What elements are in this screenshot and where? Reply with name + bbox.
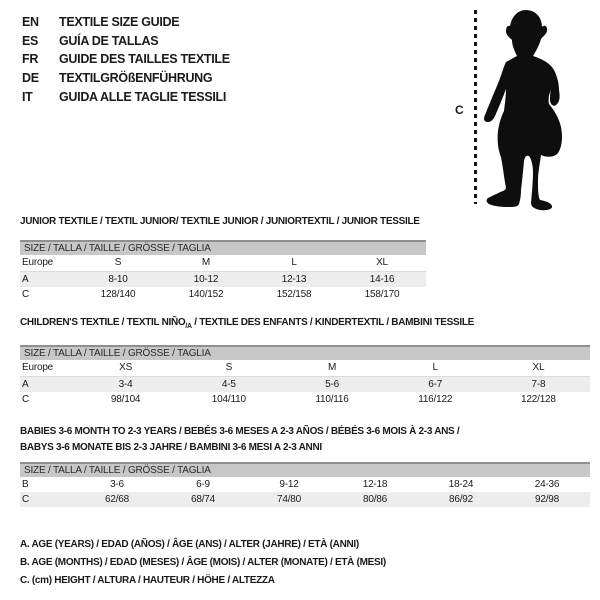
height-cell: 62/68 xyxy=(104,494,130,505)
language-row xyxy=(22,87,230,106)
age-cell: 4-5 xyxy=(221,379,236,390)
age-cell: 3-4 xyxy=(118,379,133,390)
age-cell: 9-12 xyxy=(279,479,299,490)
language-title: GUIDE DES TAILLES TEXTILE xyxy=(59,52,230,67)
table-row xyxy=(20,377,590,392)
children-table-title xyxy=(20,317,474,333)
age-cell: 10-12 xyxy=(193,274,219,285)
height-cell: 128/140 xyxy=(100,289,136,300)
language-row xyxy=(22,69,230,88)
language-code: DE xyxy=(22,71,39,86)
row-label: C xyxy=(22,289,30,300)
babies-title-line1: BABIES 3-6 MONTH TO 2-3 YEARS / BEBÉS 3-6 MESES A 2-3 AÑOS / BÉBÉS 3-6 MOIS À 2-3 ANS / xyxy=(20,426,460,437)
junior-table xyxy=(20,240,426,302)
height-cell: 92/98 xyxy=(534,494,560,505)
babies-table xyxy=(20,462,590,507)
size-header-bar: SIZE / TALLA / TAILLE / GRÖSSE / TAGLIA xyxy=(20,240,426,255)
language-code: FR xyxy=(22,52,39,67)
age-cell: 14-16 xyxy=(369,274,395,285)
footnote-a: A. AGE (YEARS) / EDAD (AÑOS) / ÂGE (ANS) / ALTER (JAHRE) / ETÀ (ANNI) xyxy=(20,538,359,550)
size-cell: XS xyxy=(119,362,133,373)
babies-title-line2: BABYS 3-6 MONATE BIS 2-3 JAHRE / BAMBINI 3-6 MESI A 2-3 ANNI xyxy=(20,442,322,453)
language-code: ES xyxy=(22,33,39,48)
row-label: C xyxy=(22,494,30,505)
size-cell: L xyxy=(291,257,297,268)
height-cell: 74/80 xyxy=(276,494,302,505)
children-table xyxy=(20,345,590,407)
age-cell: 12-18 xyxy=(362,479,388,490)
language-row xyxy=(22,13,230,32)
table-row xyxy=(20,477,590,492)
size-cell: XL xyxy=(532,362,545,373)
age-cell: 3-6 xyxy=(110,479,124,490)
height-cell: 116/122 xyxy=(418,394,453,405)
height-cell: 158/170 xyxy=(364,289,400,300)
age-cell: 12-13 xyxy=(281,274,307,285)
height-cell: 152/158 xyxy=(276,289,312,300)
row-label: Europe xyxy=(22,362,54,373)
height-cell: 80/86 xyxy=(362,494,388,505)
children-title-part: / TEXTILE DES ENFANTS / KINDERTEXTIL / BAMBINI TESSILE xyxy=(191,317,475,328)
language-row xyxy=(22,32,230,51)
language-title: GUÍA DE TALLAS xyxy=(59,33,159,48)
size-cell: M xyxy=(201,257,211,268)
age-cell: 24-36 xyxy=(534,479,560,490)
children-title-sub: /A xyxy=(185,323,192,330)
height-cell: 86/92 xyxy=(448,494,474,505)
language-title: GUIDA ALLE TAGLIE TESSILI xyxy=(59,89,227,104)
height-cell: 104/110 xyxy=(211,394,246,405)
height-cell: 110/116 xyxy=(315,394,349,405)
row-label: B xyxy=(22,479,29,490)
children-title-part: CHILDREN'S TEXTILE / TEXTIL NIÑO xyxy=(20,317,186,328)
size-header-bar: SIZE / TALLA / TAILLE / GRÖSSE / TAGLIA xyxy=(20,462,590,477)
language-title: TEXTILGRÖßENFÜHRUNG xyxy=(59,71,213,86)
age-cell: 5-6 xyxy=(325,379,339,390)
table-row xyxy=(20,255,426,272)
height-cell: 68/74 xyxy=(190,494,216,505)
size-cell: M xyxy=(327,362,337,373)
table-row xyxy=(20,492,590,507)
age-cell: 6-7 xyxy=(428,379,443,390)
footnote-c: C. (cm) HEIGHT / ALTURA / HAUTEUR / HÖHE / ALTEZZA xyxy=(20,575,275,587)
language-code: IT xyxy=(22,89,33,104)
junior-table-title: JUNIOR TEXTILE / TEXTIL JUNIOR/ TEXTILE JUNIOR / JUNIORTEXTIL / JUNIOR TESSILE xyxy=(20,216,420,227)
size-cell: S xyxy=(225,362,233,373)
footnote-b: B. AGE (MONTHS) / EDAD (MESES) / ÂGE (MOIS) / ALTER (MONATE) / ETÀ (MESI) xyxy=(20,556,386,568)
language-row xyxy=(22,50,230,69)
height-cell: 140/152 xyxy=(188,289,224,300)
table-row xyxy=(20,392,590,407)
table-row xyxy=(20,272,426,287)
language-code: EN xyxy=(22,15,39,30)
age-cell: 7-8 xyxy=(531,379,546,390)
table-row xyxy=(20,287,426,302)
language-list xyxy=(22,13,230,106)
height-cell: 122/128 xyxy=(521,394,556,405)
age-cell: 18-24 xyxy=(448,479,474,490)
size-header-bar: SIZE / TALLA / TAILLE / GRÖSSE / TAGLIA xyxy=(20,345,590,360)
height-label: C xyxy=(455,103,464,117)
height-dashed-line xyxy=(474,10,477,204)
table-row xyxy=(20,360,590,377)
height-cell: 98/104 xyxy=(110,394,141,405)
language-title: TEXTILE SIZE GUIDE xyxy=(59,15,180,30)
row-label: A xyxy=(22,379,29,390)
size-cell: S xyxy=(114,257,122,268)
size-cell: XL xyxy=(376,257,388,268)
age-cell: 6-9 xyxy=(196,479,210,490)
age-cell: 8-10 xyxy=(108,274,128,285)
row-label: A xyxy=(22,274,29,285)
footnotes xyxy=(20,535,386,590)
baby-silhouette-icon xyxy=(480,0,580,215)
babies-table-title xyxy=(20,424,459,456)
row-label: Europe xyxy=(22,257,54,268)
row-label: C xyxy=(22,394,30,405)
size-cell: L xyxy=(432,362,438,373)
